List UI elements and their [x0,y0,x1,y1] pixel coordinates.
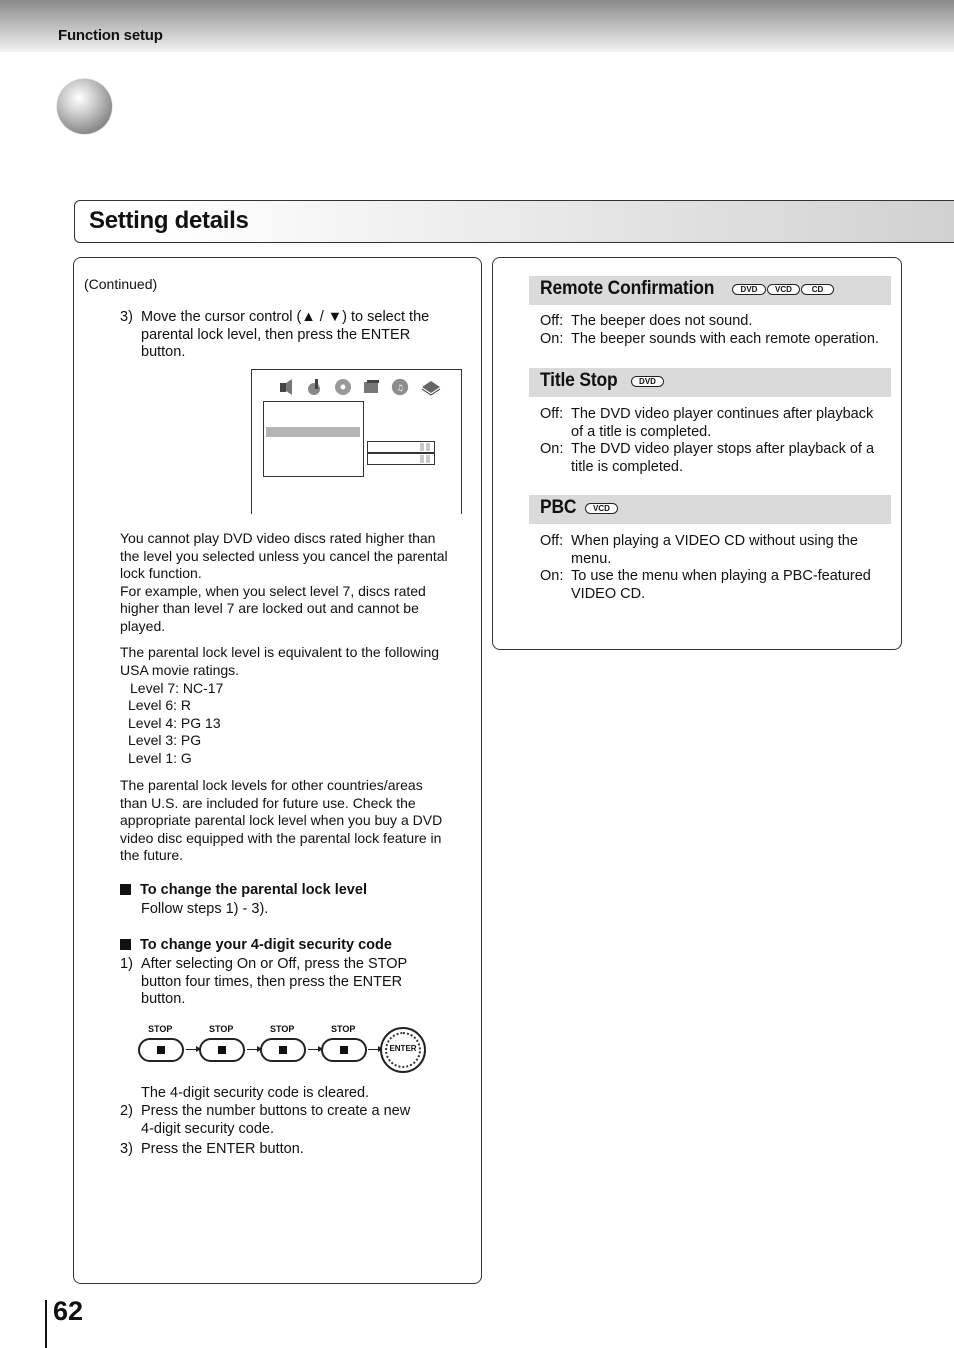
text-line: button four times, then press the ENTER [141,973,403,990]
text-line: button. [141,344,186,361]
code-cleared-text: The 4-digit security code is cleared. [141,1085,370,1101]
step-number: 3) [120,1141,133,1157]
text-line: To use the menu when playing a PBC-featured [571,568,871,584]
vcd-badge-icon: VCD [585,503,618,514]
continued-label: (Continued) [84,276,158,292]
text-line: Press the number buttons to create a new [141,1103,411,1119]
menu-field [367,441,435,453]
level-item: Level 4: PG 13 [128,715,221,731]
stop-icon [218,1046,226,1054]
text-line: title is completed. [571,458,684,475]
vcd-badge-icon: VCD [767,284,800,295]
svg-text:♫: ♫ [396,382,404,393]
square-bullet-icon [120,939,131,950]
text-line: The parental lock level is equivalent to the following [120,644,440,660]
page-title: Setting details [89,207,249,234]
level-item: Level 6: R [128,697,192,713]
para-usa-ratings [120,644,439,679]
pbc-bar [529,495,891,524]
menu-highlight [266,427,360,437]
text-line: of a title is completed. [571,423,712,440]
text-line: 4-digit security code. [141,1120,274,1137]
heading-text: To change your 4-digit security code [140,937,392,953]
text-line: appropriate parental lock level when you buy a DVD [120,812,443,828]
stop-label: STOP [209,1024,234,1034]
text-line: You cannot play DVD video discs rated higher than [120,530,436,546]
stop-icon [157,1046,165,1054]
arrow-right-icon [186,1049,198,1050]
level-item: Level 7: NC-17 [130,680,224,696]
arrow-right-icon [247,1049,259,1050]
dvd-badge-icon: DVD [732,284,766,295]
stop-label: STOP [148,1024,173,1034]
text-line: Move the cursor control (▲ / ▼) to select the [141,309,430,325]
text-line: The DVD video player stops after playback of a [571,441,875,457]
text-line: The parental lock levels for other countries/areas [120,777,423,793]
text-line: The DVD video player continues after playback [571,406,874,422]
on-text [571,441,874,476]
step-number: 2) [120,1103,133,1119]
off-text: The beeper does not sound. [571,313,753,329]
text-line: VIDEO CD. [571,585,646,602]
text-line: For example, when you select level 7, discs rated [120,582,426,599]
page-number-rule [45,1300,47,1348]
page-number: 62 [53,1296,84,1326]
disc-icon [333,378,353,396]
off-label: Off: [540,313,564,329]
settings-icon [362,378,382,396]
text-line: When playing a VIDEO CD without using the [571,533,858,549]
text-line: parental lock level, then press the ENTER [141,326,411,343]
arrow-right-icon [368,1049,380,1050]
code-step3-text: Press the ENTER button. [141,1141,304,1157]
step-number: 1) [120,956,133,972]
text-line: played. [120,617,166,634]
title-stop-title: Title Stop [540,370,618,391]
text-line: higher than level 7 are locked out and cannot be [120,600,419,616]
change-level-text: Follow steps 1) - 3). [141,901,269,917]
text-line: menu. [571,550,612,567]
stop-button-illustration [260,1038,306,1062]
on-label: On: [540,568,564,584]
off-text [571,406,873,441]
speaker-icon [277,378,297,396]
header-band [0,0,954,52]
stop-label: STOP [270,1024,295,1034]
stop-icon [340,1046,348,1054]
on-text [571,568,871,603]
text-line: button. [141,991,186,1008]
enter-button-illustration [380,1027,426,1073]
off-text [571,533,858,568]
stop-button-illustration [321,1038,367,1062]
text-line: After selecting On or Off, press the STOP [141,956,408,972]
text-line: the future. [120,847,184,863]
dvd-badge-icon: DVD [631,376,664,387]
decorative-orb-icon [57,79,112,134]
text-line: the level you selected unless you cancel the parental [120,547,448,564]
code-step2-text [141,1103,410,1138]
text-line: video disc equipped with the parental lock feature in [120,829,442,846]
stop-button-illustration [199,1038,245,1062]
on-text: The beeper sounds with each remote operation. [571,331,879,347]
enter-label: ENTER [389,1044,417,1053]
menu-list [263,401,364,477]
tray-icon [421,378,441,396]
parental-icon [390,378,410,396]
level-item: Level 3: PG [128,732,202,748]
stop-button-illustration [138,1038,184,1062]
remote-confirmation-title: Remote Confirmation [540,278,715,299]
step3-text [141,309,429,362]
menu-field [367,453,435,465]
pbc-title: PBC [540,497,577,518]
instrument-icon [305,378,325,396]
square-bullet-icon [120,884,131,895]
heading-change-level [120,882,367,900]
on-label: On: [540,441,564,457]
step-number: 3) [120,309,133,325]
off-label: Off: [540,406,564,422]
text-line: USA movie ratings. [120,661,240,678]
text-line: lock function. [120,565,202,581]
stop-icon [279,1046,287,1054]
text-line: than U.S. are included for future use. Check the [120,794,416,811]
heading-change-code [120,937,392,955]
section-label: Function setup [58,27,163,44]
on-label: On: [540,331,564,347]
stop-label: STOP [331,1024,356,1034]
off-label: Off: [540,533,564,549]
para-other-countries [120,777,442,865]
para-rating-info [120,530,448,635]
level-item: Level 1: G [128,750,192,766]
cd-badge-icon: CD [801,284,834,295]
arrow-right-icon [308,1049,320,1050]
code-step1-text [141,956,407,1009]
heading-text: To change the parental lock level [140,882,367,898]
